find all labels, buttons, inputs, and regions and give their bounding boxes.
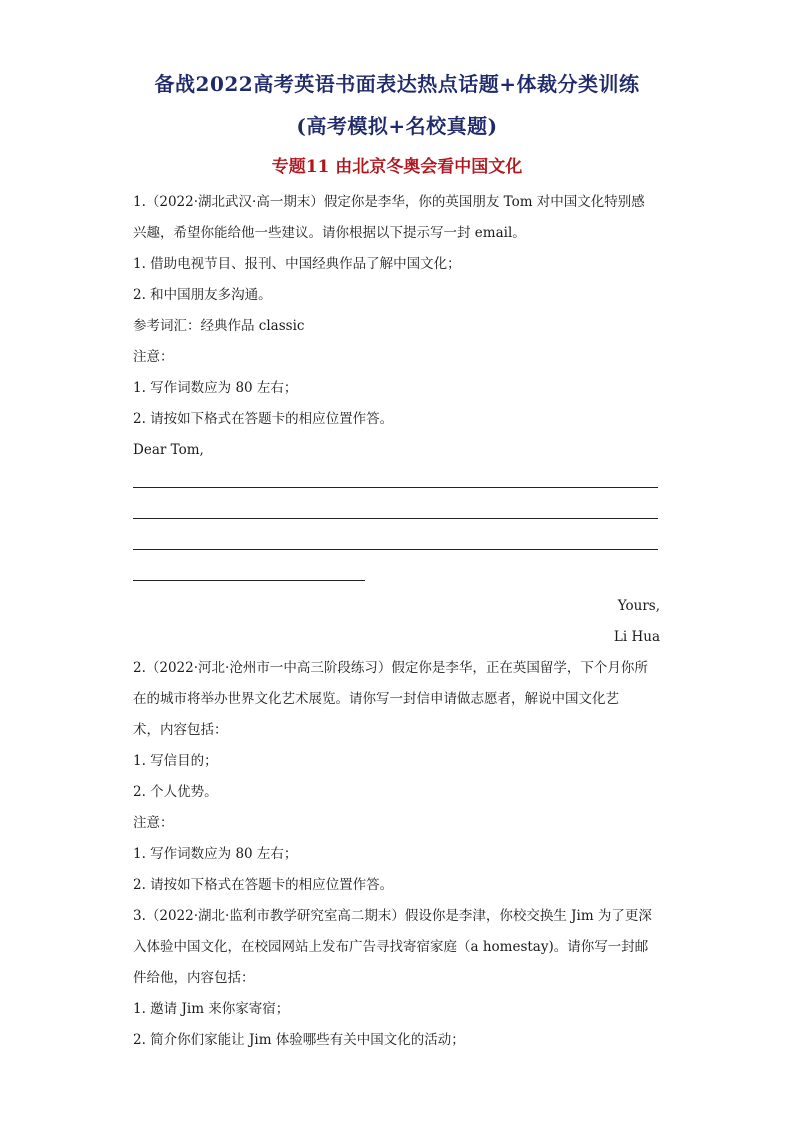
q2-point-1: 1. 写信目的； bbox=[133, 753, 218, 769]
q2-note-label: 注意： bbox=[133, 815, 174, 831]
q3-prompt-line2: 入体验中国文化，在校园网站上发布广告寻找寄宿家庭（a homestay)。请你写一封邮 bbox=[133, 939, 649, 955]
q2-prompt-line2: 在的城市将举办世界文化艺术展览。请你写一封信申请做志愿者，解说中国文化艺 bbox=[133, 691, 619, 707]
q1-point-2: 2. 和中国朋友多沟通。 bbox=[133, 287, 272, 303]
q1-point-1: 1. 借助电视节目、报刊、中国经典作品了解中国文化； bbox=[133, 256, 461, 272]
q2-note-1: 1. 写作词数应为 80 左右； bbox=[133, 846, 298, 862]
q1-note-1: 1. 写作词数应为 80 左右； bbox=[133, 380, 298, 396]
q2-note-2: 2. 请按如下格式在答题卡的相应位置作答。 bbox=[133, 877, 394, 893]
q2-prompt-line1: 2.（2022·河北·沧州市一中高三阶段练习）假定你是李华，正在英国留学，下个月你所 bbox=[133, 660, 648, 676]
answer-line bbox=[133, 580, 365, 581]
answer-line bbox=[133, 549, 658, 550]
q3-point-2: 2. 简介你们家能让 Jim 体验哪些有关中国文化的活动； bbox=[133, 1032, 465, 1048]
q3-point-1: 1. 邀请 Jim 来你家寄宿； bbox=[133, 1001, 290, 1017]
answer-line bbox=[133, 518, 658, 519]
topic-heading: 专题11 由北京冬奥会看中国文化 bbox=[271, 157, 523, 177]
q1-signature: Li Hua bbox=[613, 629, 660, 645]
page-title: 备战2022高考英语书面表达热点话题+体裁分类训练 bbox=[154, 72, 640, 96]
q1-vocab: 参考词汇：经典作品 classic bbox=[133, 318, 305, 334]
q3-prompt-line1: 3.（2022·湖北·监利市教学研究室高二期末）假设你是李津，你校交换生 Jim 为了更深 bbox=[133, 908, 652, 924]
q1-prompt-line1: 1.（2022·湖北武汉·高一期末）假定你是李华，你的英国朋友 Tom 对中国文化特别感 bbox=[133, 194, 645, 210]
answer-line bbox=[133, 487, 658, 488]
q1-note-2: 2. 请按如下格式在答题卡的相应位置作答。 bbox=[133, 411, 394, 427]
q1-closing: Yours, bbox=[617, 598, 660, 614]
q1-prompt-line2: 兴趣，希望你能给他一些建议。请你根据以下提示写一封 email。 bbox=[133, 225, 526, 241]
q2-point-2: 2. 个人优势。 bbox=[133, 784, 218, 800]
q2-prompt-line3: 术，内容包括： bbox=[133, 722, 228, 738]
q1-note-label: 注意： bbox=[133, 349, 174, 365]
q1-greeting: Dear Tom, bbox=[133, 442, 204, 458]
q3-prompt-line3: 件给他，内容包括： bbox=[133, 970, 255, 986]
page-title-subline: (高考模拟+名校真题) bbox=[296, 114, 498, 138]
